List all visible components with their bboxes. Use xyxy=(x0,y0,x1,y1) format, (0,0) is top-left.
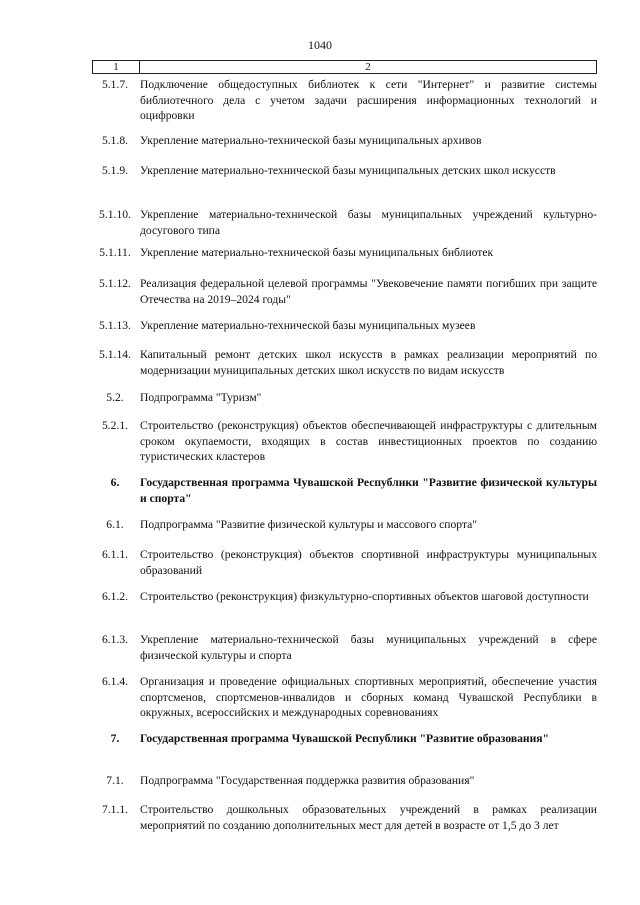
row-text: Реализация федеральной целевой программы "Увековечение памяти погибших при защите Отечества на 2019–2024 годы" xyxy=(140,277,597,306)
table-row xyxy=(92,632,597,663)
row-text: Подпрограмма "Туризм" xyxy=(140,391,262,404)
table-row xyxy=(92,418,597,465)
table-header-col2: 2 xyxy=(365,61,371,73)
row-text: Строительство дошкольных образовательных учреждений в рамках реализации мероприятий по созданию дополнительных мест для детей в возрасте от 1,5 до 3 лет xyxy=(140,803,597,832)
row-number: 6.1. xyxy=(106,518,124,531)
table-row xyxy=(92,163,597,179)
row-text: Строительство (реконструкция) физкультурно-спортивных объектов шаговой доступности xyxy=(140,590,589,603)
section-heading-row xyxy=(92,731,597,747)
table-row xyxy=(92,547,597,578)
table-row xyxy=(92,517,597,533)
row-number: 5.1.13. xyxy=(99,319,131,332)
table-row xyxy=(92,318,597,334)
row-number: 7.1.1. xyxy=(101,803,129,816)
row-text: Подключение общедоступных библиотек к сети "Интернет" и развитие системы библиотечного дела с учетом задачи расширения информационных технологий и оцифровки xyxy=(140,78,597,123)
row-number: 6.1.2. xyxy=(101,590,129,603)
row-text: Строительство (реконструкция) объектов обеспечивающей инфраструктуры с длительным сроком окупаемости, входящих в состав инвестиционных проектов по созданию туристических кластеров xyxy=(140,419,597,464)
row-text: Подпрограмма "Государственная поддержка развития образования" xyxy=(140,774,475,787)
row-number: 5.1.8. xyxy=(101,134,129,147)
row-number: 5.1.14. xyxy=(99,348,131,361)
row-text: Укрепление материально-технической базы муниципальных учреждений в сфере физической культуры и спорта xyxy=(140,633,597,662)
row-number: 5.1.11. xyxy=(99,246,131,259)
page-number: 1040 xyxy=(308,38,332,52)
table-row xyxy=(92,276,597,307)
table-row xyxy=(92,77,597,124)
row-text: Капитальный ремонт детских школ искусств в рамках реализации мероприятий по модернизации муниципальных детских школ искусств по видам искусств xyxy=(140,348,597,377)
table-row xyxy=(92,773,597,789)
row-number: 5.1.9. xyxy=(101,164,129,177)
table-header-col1: 1 xyxy=(93,61,140,73)
table-row xyxy=(92,674,597,721)
row-text: Укрепление материально-технической базы муниципальных детских школ искусств xyxy=(140,164,556,177)
row-number: 5.2.1. xyxy=(101,419,129,432)
row-number: 5.1.7. xyxy=(101,78,129,91)
row-text: Укрепление материально-технической базы муниципальных музеев xyxy=(140,319,476,332)
row-number: 7.1. xyxy=(106,774,124,787)
row-number: 6.1.3. xyxy=(101,633,129,646)
table-row xyxy=(92,390,597,406)
row-number: 6.1.4. xyxy=(101,675,129,688)
row-number: 6.1.1. xyxy=(101,548,129,561)
table-row xyxy=(92,347,597,378)
row-text: Укрепление материально-технической базы муниципальных библиотек xyxy=(140,246,494,259)
table-row xyxy=(92,589,597,605)
row-text: Укрепление материально-технической базы муниципальных учреждений культурно-досугового типа xyxy=(140,208,597,237)
section-heading: Государственная программа Чувашской Республики "Развитие образования" xyxy=(140,732,549,745)
row-text: Подпрограмма "Развитие физической культуры и массового спорта" xyxy=(140,518,478,531)
table-row xyxy=(92,207,597,238)
row-text: Укрепление материально-технической базы муниципальных архивов xyxy=(140,134,482,147)
row-number: 5.1.12. xyxy=(99,277,131,290)
row-text: Строительство (реконструкция) объектов спортивной инфраструктуры муниципальных образований xyxy=(140,548,597,577)
table-row xyxy=(92,245,597,261)
row-text: Организация и проведение официальных спортивных мероприятий, обеспечение участия спортсменов, спортсменов-инвалидов и сборных команд Чувашской Республики в окружных, всероссийских и международных соревнованиях xyxy=(140,675,597,720)
table-row xyxy=(92,133,597,149)
section-heading: Государственная программа Чувашской Республики "Развитие физической культуры и спорта" xyxy=(140,476,597,505)
section-heading-row xyxy=(92,475,597,506)
row-number: 6. xyxy=(110,476,120,489)
row-number: 5.1.10. xyxy=(99,208,131,221)
table-row xyxy=(92,802,597,833)
row-number: 7. xyxy=(110,732,120,745)
row-number: 5.2. xyxy=(106,391,124,404)
table-header xyxy=(92,60,597,74)
